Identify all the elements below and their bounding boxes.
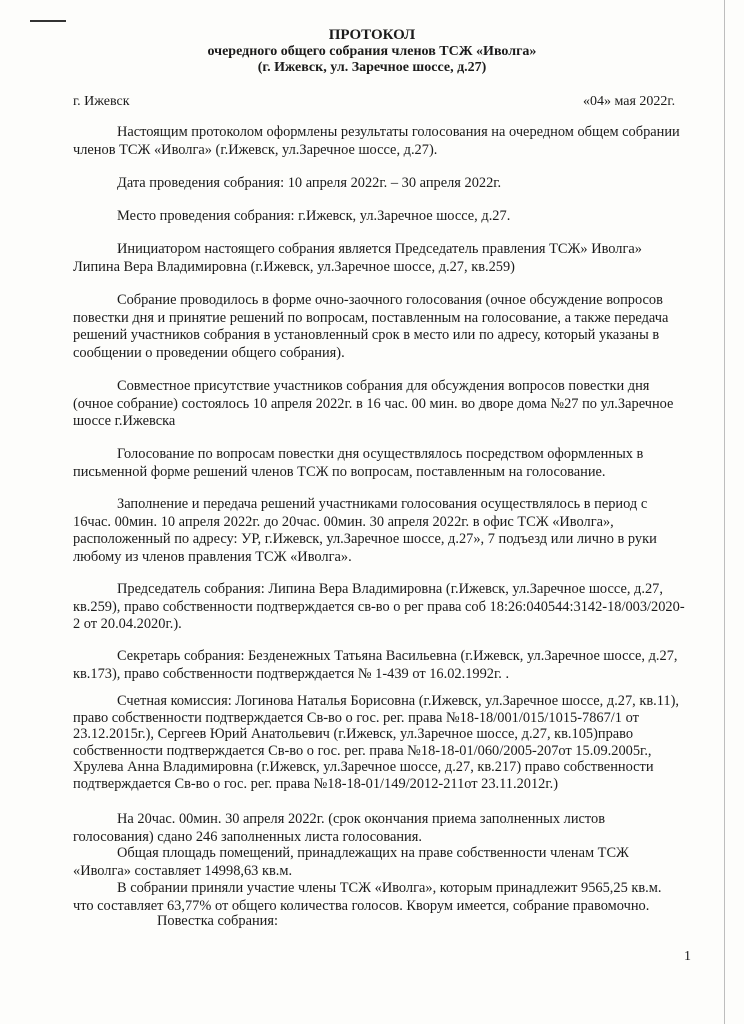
paragraph-counting-commission: Счетная комиссия: Логинова Наталья Борисовна (г.Ижевск, ул.Заречное шоссе, д.27, кв.11), право собственности подтверждается Св-во о гос. рег. права №18-18/001/015/1015-7867/1 от 23.12.2015г.), Сергеев Юрий Анатольевич (г.Ижевск, ул.Заречное шоссе, д.27, кв.105)право собственности подтверждается Св-во о гос. рег. права №18-18-01/060/2005-207от 15.09.2005г., Хрулева Анна Владимировна (г.Ижевск, ул.Заречное шоссе, д.27, кв.217) право собственности подтверждается Св-во о гос. рег. права №18-18-01/149/2012-211от 23.11.2012г.) [73, 693, 680, 792]
page-number: 1 [684, 949, 691, 964]
document-subtitle-2: (г. Ижевск, ул. Заречное шоссе, д.27) [257, 60, 487, 75]
paragraph-voting: Голосование по вопросам повестки дня осуществлялось посредством оформленных в письменной форме решений членов ТСЖ по вопросам, поставленным на голосование. [73, 446, 644, 480]
paragraph-submission: Заполнение и передача решений участниками голосования осуществлялось в период с 16час. 00мин. 10 апреля 2022г. до 20час. 00мин. 30 апреля 2022г. в офис ТСЖ «Иволга», расположенный по адресу: УР, г.Ижевск, ул.Заречное шоссе, д.27», 7 подъезд или лично в руки любому из членов правления ТСЖ «Иволга». [73, 496, 657, 565]
page-edge [724, 0, 725, 1024]
document-subtitle-1: очередного общего собрания членов ТСЖ «Иволга» [207, 44, 537, 59]
paragraph-meeting-form: Собрание проводилось в форме очно-заочного голосования (очное обсуждение вопросов повестки дня и принятие решений по вопросам, поставленным на голосование, а также передача решений участников собрания в установленный срок в место или по адресу, который указаны в сообщении о проведении общего собрания). [73, 292, 669, 361]
title-block [0, 26, 744, 76]
paragraph-intro: Настоящим протоколом оформлены результаты голосования на очередном общем собрании членов ТСЖ «Иволга» (г.Ижевск, ул.Заречное шоссе, д.27). [73, 124, 680, 158]
paragraph-meeting-dates: Дата проведения собрания: 10 апреля 2022г. – 30 апреля 2022г. [117, 175, 502, 191]
paragraph-ballots: На 20час. 00мин. 30 апреля 2022г. (срок окончания приема заполненных листов голосования) сдано 246 заполненных листа голосования. [73, 811, 606, 845]
paragraph-secretary: Секретарь собрания: Безденежных Татьяна Васильевна (г.Ижевск, ул.Заречное шоссе, д.27, кв.173), право собственности подтверждается № 1-439 от 16.02.1992г. . [73, 648, 678, 682]
document-title: ПРОТОКОЛ [328, 27, 416, 43]
paragraph-joint-presence: Совместное присутствие участников собрания для обсуждения вопросов повестки дня (очное собрание) состоялось 10 апреля 2022г. в 16 час. 00 мин. во дворе дома №27 по ул.Заречное шоссе г.Ижевска [73, 378, 674, 429]
paragraph-initiator: Инициатором настоящего собрания является Председатель правления ТСЖ» Иволга» Липина Вера Владимировна (г.Ижевск, ул.Заречное шоссе, д.27, кв.259) [73, 241, 642, 275]
paragraph-quorum: В собрании приняли участие члены ТСЖ «Иволга», которым принадлежит 9565,25 кв.м. что составляет 63,77% от общего количества голосов. Кворум имеется, собрание правомочно. [73, 880, 662, 914]
paragraph-total-area: Общая площадь помещений, принадлежащих на праве собственности членам ТСЖ «Иволга» составляет 14998,63 кв.м. [73, 845, 629, 879]
agenda-heading: Повестка собрания: [157, 913, 278, 929]
scan-mark [30, 20, 66, 22]
document-date: «04» мая 2022г. [583, 94, 676, 109]
paragraph-chairman: Председатель собрания: Липина Вера Владимировна (г.Ижевск, ул.Заречное шоссе, д.27, кв.259), право собственности подтверждается св-во о рег права соб 18:26:040544:3142-18/003/2020- 2 от 20.04.2020г.). [73, 581, 685, 632]
city: г. Ижевск [73, 94, 130, 109]
paragraph-meeting-place: Место проведения собрания: г.Ижевск, ул.Заречное шоссе, д.27. [117, 208, 511, 224]
